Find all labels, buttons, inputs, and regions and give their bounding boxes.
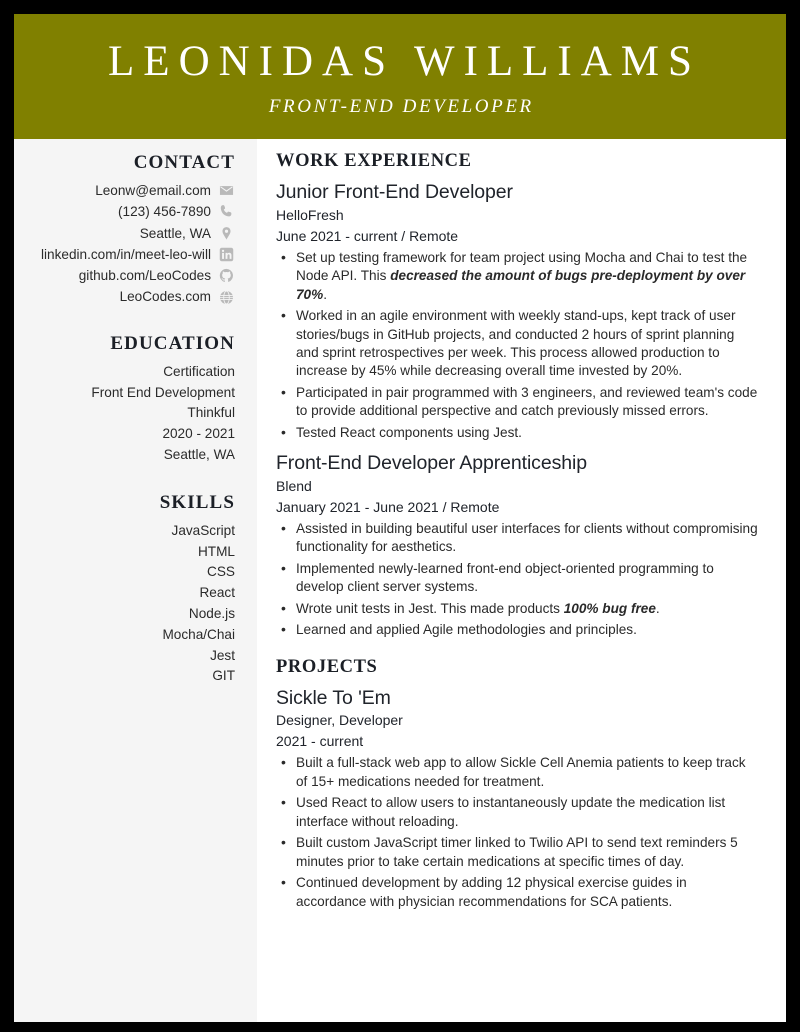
contact-item[interactable]: [24, 224, 235, 243]
resume-header-banner: [14, 14, 786, 139]
skills-heading: SKILLS: [159, 491, 235, 513]
education-list: [24, 362, 235, 466]
skill-item: CSS: [207, 564, 235, 580]
contact-item-text: Leonw@email.com: [95, 183, 211, 198]
entry-title: Sickle To 'Em: [276, 686, 391, 709]
map-pin-icon: [218, 225, 235, 242]
phone-icon: [218, 203, 235, 220]
entry-bullet: • Tested React components using Jest.: [276, 424, 760, 442]
contact-item-text: (123) 456-7890: [118, 204, 211, 220]
contact-item-text: linkedin.com/in/meet-leo-will: [41, 246, 211, 262]
contact-item-text: LeoCodes.com: [119, 289, 211, 305]
entry-bullet-list: [276, 520, 760, 640]
skill-item: React: [199, 585, 235, 601]
resume-entry: [276, 686, 760, 911]
contact-item[interactable]: [24, 181, 235, 200]
entry-bullet: • Learned and applied Agile methodologies and principles.: [276, 621, 760, 639]
projects-entries: [276, 686, 760, 911]
entry-dates-location: 2021 - current: [276, 733, 364, 750]
skill-item: Jest: [210, 647, 235, 663]
entry-bullet: • Wrote unit tests in Jest. This made products 100% bug free.: [276, 600, 760, 618]
contact-item-text: github.com/LeoCodes: [78, 268, 211, 284]
resume-body: [14, 139, 786, 1022]
skill-item: Node.js: [188, 605, 235, 621]
skill-item: GIT: [212, 668, 235, 684]
globe-icon: [218, 289, 235, 306]
entry-organization: HelloFresh: [276, 206, 344, 223]
candidate-role: FRONT-END DEVELOPER: [268, 95, 534, 117]
education-line: Seattle, WA: [163, 446, 235, 462]
education-line: 2020 - 2021: [162, 426, 235, 442]
work-experience-entries: [276, 180, 760, 640]
education-line: Thinkful: [187, 405, 235, 421]
entry-bullet-list: [276, 754, 760, 911]
contact-item-text: Seattle, WA: [139, 225, 211, 241]
resume-page: [14, 14, 786, 1022]
entry-title: Front-End Developer Apprenticeship: [276, 452, 587, 475]
entry-bullet-list: [276, 249, 760, 443]
contact-item[interactable]: [24, 266, 235, 285]
entry-bullet: • Built custom JavaScript timer linked to Twilio API to send text reminders 5 minutes prior to take certain medications at specific times of day.: [276, 834, 760, 871]
work-experience-heading: WORK EXPERIENCE: [276, 151, 472, 171]
entry-bullet: • Set up testing framework for team project using Mocha and Chai to test the Node API. This decreased the amount of bugs pre-deployment by over 70%.: [276, 249, 760, 304]
education-heading: EDUCATION: [110, 332, 235, 354]
entry-bullet: • Worked in an agile environment with weekly stand-ups, kept track of user stories/bugs in GitHub projects, and conducted 2 hours of sprint planning and sprint retrospectives per week. This process allowed production to increase by 45% while decreasing overall time invested by 20%.: [276, 307, 760, 381]
entry-organization: Designer, Developer: [276, 712, 403, 729]
envelope-icon: [218, 182, 235, 199]
entry-organization: Blend: [276, 477, 312, 494]
skills-list: [24, 521, 235, 687]
entry-dates-location: January 2021 - June 2021 / Remote: [276, 498, 500, 515]
entry-bullet: • Participated in pair programmed with 3 engineers, and reviewed team's code to provide additional perspective and catch previously missed errors.: [276, 384, 760, 421]
resume-entry: [276, 180, 760, 442]
entry-bullet: • Continued development by adding 12 physical exercise guides in accordance with physician recommendations for SCA patients.: [276, 874, 760, 911]
skill-item: Mocha/Chai: [162, 626, 235, 642]
entry-bullet: • Used React to allow users to instantaneously update the medication list interface without reloading.: [276, 794, 760, 831]
resume-entry: [276, 451, 760, 639]
entry-dates-location: June 2021 - current / Remote: [276, 227, 459, 244]
entry-bullet: • Implemented newly-learned front-end object-oriented programming to develop client server systems.: [276, 560, 760, 597]
github-icon: [218, 267, 235, 284]
contact-heading: CONTACT: [133, 152, 235, 173]
sidebar: [14, 139, 257, 1022]
entry-bullet: • Assisted in building beautiful user interfaces for clients without compromising functionality for aesthetics.: [276, 520, 760, 557]
candidate-name: LEONIDAS WILLIAMS: [108, 38, 701, 86]
projects-heading: PROJECTS: [276, 656, 378, 677]
linkedin-icon: [218, 246, 235, 263]
contact-list: [24, 181, 235, 307]
entry-title: Junior Front-End Developer: [276, 181, 513, 203]
main-content: [257, 139, 786, 1022]
education-line: Certification: [163, 363, 235, 379]
contact-item[interactable]: [24, 245, 235, 264]
contact-item[interactable]: [24, 287, 235, 306]
entry-bullet: • Built a full-stack web app to allow Sickle Cell Anemia patients to keep track of 15+ medications needed for treatment.: [276, 754, 760, 791]
skill-item: JavaScript: [171, 522, 235, 538]
skill-item: HTML: [197, 543, 235, 559]
contact-item[interactable]: [24, 202, 235, 221]
education-line: Front End Development: [91, 384, 235, 400]
